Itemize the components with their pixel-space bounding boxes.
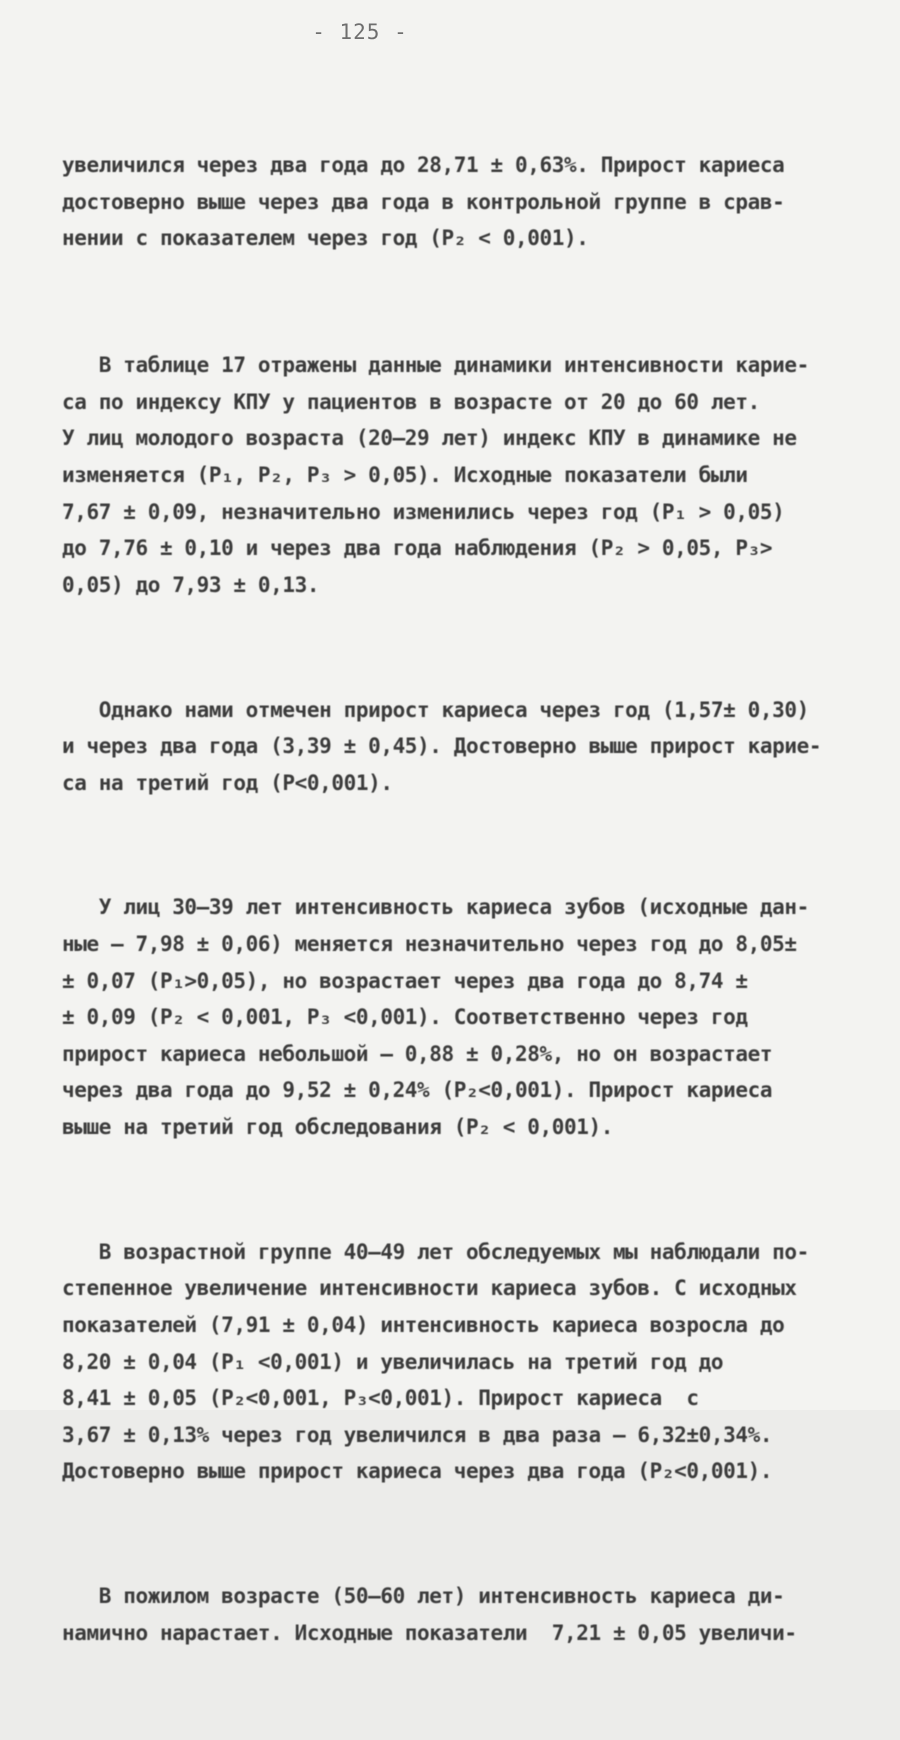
page-number: - 125 - (312, 20, 408, 44)
paragraph: В пожилом возрасте (50–60 лет) интенсивность кариеса ди- намично нарастает. Исходные показатели 7,21 ± 0,05 увеличи- (62, 1584, 797, 1645)
paragraph: В таблице 17 отражены данные динамики интенсивности карие- са по индексу КПУ у пациентов в возрасте от 20 до 60 лет. У лиц молодого возраста (20–29 лет) индекс КПУ в динамике не изменяется (P₁, P₂, P₃ > 0,05). Исходные показатели были 7,67 ± 0,09, незначительно изменились через год (P₁ > 0,05) до 7,76 ± 0,10 и через два года наблюдения (P₂ > 0,05, P₃> 0,05) до 7,93 ± 0,13. (62, 353, 809, 597)
paragraph: Однако нами отмечен прирост кариеса через год (1,57± 0,30) и через два года (3,39 ± 0,45). Достоверно выше прирост карие- са на третий год (P<0,001). (62, 697, 822, 795)
paragraph: В возрастной группе 40–49 лет обследуемых мы наблюдали по- степенное увеличение интенсивности кариеса зубов. С исходных показателей (7,91 ± 0,04) интенсивность кариеса возросла до 8,20 ± 0,04 (P₁ <0,001) и увеличилась на третий год до 8,41 ± 0,05 (P₂<0,001, P₃<0,001). Прирост кариеса с 3,67 ± 0,13% через год увеличился в два раза – 6,32±0,34%. Достоверно выше прирост кариеса через два года (P₂<0,001). (62, 1239, 809, 1484)
paragraph: У лиц 30–39 лет интенсивность кариеса зубов (исходные дан- ные – 7,98 ± 0,06) меняется незначительно через год до 8,05± ± 0,07 (P₁>0,05), но возрастает через два года до 8,74 ± ± 0,09 (P₂ < 0,001, P₃ <0,001). Соответственно через год прирост кариеса небольшой – 0,88 ± 0,28%, но он возрастает через два года до 9,52 ± 0,24% (P₂<0,001). Прирост кариеса выше на третий год обследования (P₂ < 0,001). (62, 895, 809, 1140)
paragraph: увеличился через два года до 28,71 ± 0,63%. Прирост кариеса достоверно выше через два года в контрольной группе в срав- нении с показателем через год (P₂ < 0,001). (62, 153, 785, 251)
page-body (62, 74, 844, 1740)
